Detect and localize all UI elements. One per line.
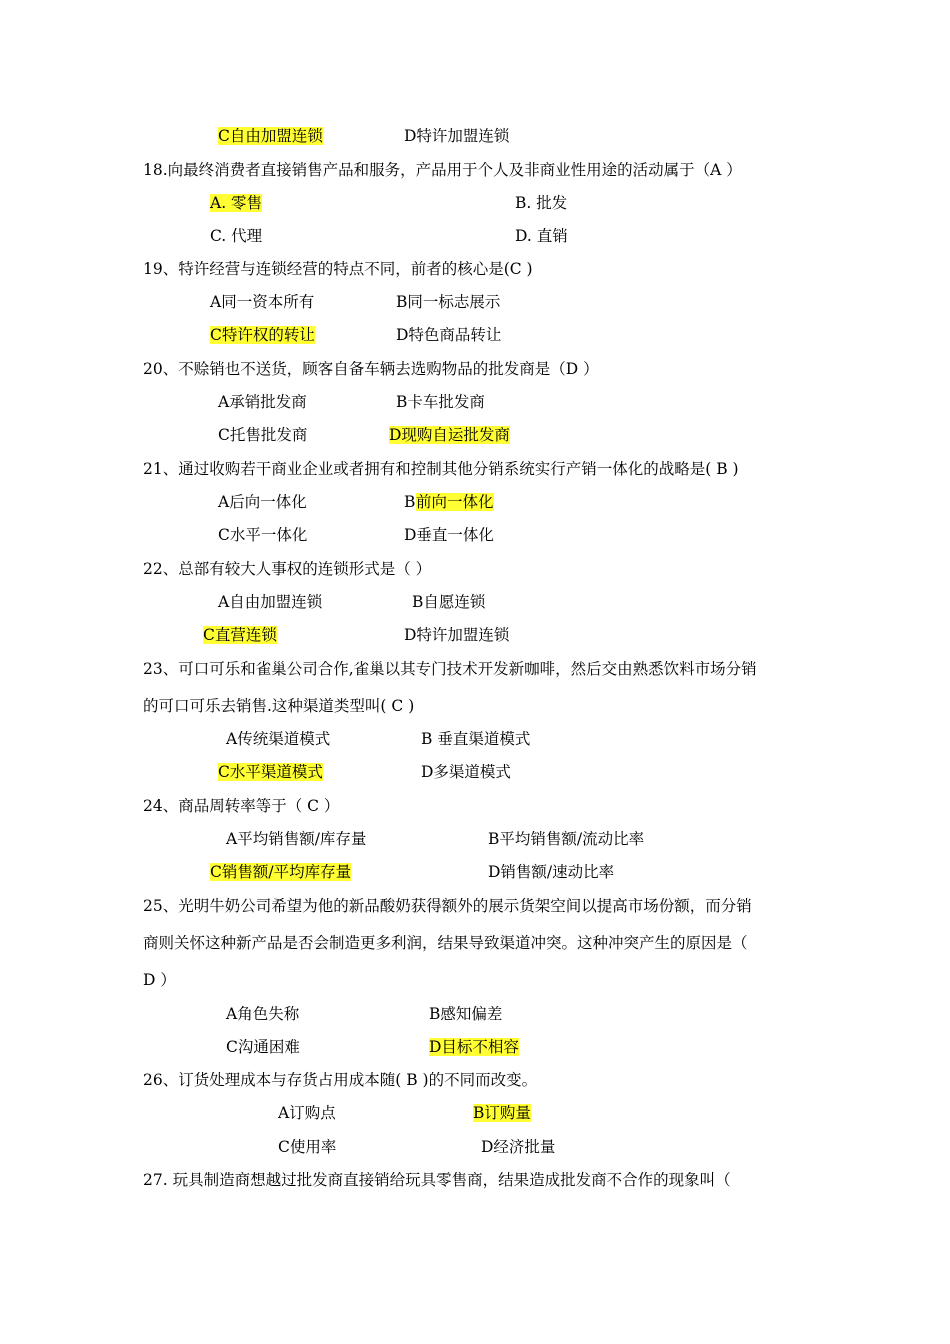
text-line: [278, 1137, 336, 1157]
text-line: [404, 126, 509, 146]
line-text: 前向一体化: [416, 493, 494, 511]
text-line: [404, 525, 494, 545]
text-line: [404, 625, 509, 645]
text-line: [412, 592, 485, 612]
text-line: [143, 359, 599, 379]
line-text: C直营连锁: [203, 626, 277, 644]
answer-option-highlighted: [210, 193, 262, 213]
text-line: [396, 325, 501, 345]
line-text: C使用率: [278, 1138, 337, 1156]
text-line: [143, 459, 739, 479]
text-line: [143, 1070, 537, 1090]
answer-option-highlighted: [203, 625, 277, 645]
line-text: D现购自运批发商: [389, 426, 510, 444]
text-line: [515, 193, 567, 213]
text-line: [218, 492, 307, 512]
line-text: C. 代理: [210, 227, 263, 245]
line-text: D经济批量: [481, 1138, 556, 1156]
text-line: [210, 292, 314, 312]
text-line: [210, 226, 262, 246]
line-text: D垂直一体化: [404, 526, 494, 544]
text-line: [143, 259, 533, 279]
line-text: D特许加盟连锁: [404, 626, 510, 644]
line-text: B同一标志展示: [396, 293, 501, 311]
text-line: [396, 392, 485, 412]
answer-option-highlighted: [210, 862, 351, 882]
text-line: [515, 226, 568, 246]
line-text: B订购量: [473, 1104, 531, 1122]
text-line: [226, 729, 330, 749]
line-text: 25、光明牛奶公司希望为他的新品酸奶获得额外的展示货架空间以提高市场份额，而分销: [143, 897, 752, 915]
line-text: C自由加盟连锁: [218, 127, 323, 145]
text-line: [421, 729, 530, 749]
line-text: 的可口可乐去销售.这种渠道类型叫( C ): [143, 697, 415, 715]
text-line: [218, 392, 307, 412]
line-text: 20、不赊销也不送货，顾客自备车辆去选购物品的批发商是（D ）: [143, 360, 599, 378]
text-line: [226, 1004, 299, 1024]
line-text: C特许权的转让: [210, 326, 315, 344]
line-text: A订购点: [278, 1104, 336, 1122]
answer-option-highlighted: [218, 126, 323, 146]
line-text: D特色商品转让: [396, 326, 502, 344]
line-text: A. 零售: [210, 194, 263, 212]
line-text: A传统渠道模式: [226, 730, 331, 748]
text-line: [143, 1170, 731, 1190]
line-text: B感知偏差: [429, 1005, 503, 1023]
text-line: [143, 160, 742, 180]
line-text: B卡车批发商: [396, 393, 485, 411]
line-text: 26、订货处理成本与存货占用成本随( B )的不同而改变。: [143, 1071, 538, 1089]
answer-option-highlighted: [473, 1103, 531, 1123]
text-line: [278, 1103, 336, 1123]
text-line: [488, 862, 614, 882]
answer-option-highlighted: [429, 1037, 519, 1057]
answer-option-highlighted: [210, 325, 315, 345]
line-text: C托售批发商: [218, 426, 308, 444]
text-line: [481, 1137, 555, 1157]
line-text: D销售额/速动比率: [488, 863, 615, 881]
text-line: [143, 696, 414, 716]
text-line: [143, 970, 176, 990]
text-line: [226, 829, 366, 849]
line-text: D ）: [143, 971, 176, 989]
line-text: 19、特许经营与连锁经营的特点不同，前者的核心是(C ): [143, 260, 533, 278]
text-line: [143, 796, 339, 816]
line-text: 27. 玩具制造商想越过批发商直接销给玩具零售商，结果造成批发商不合作的现象叫（: [143, 1171, 731, 1189]
line-text: A自由加盟连锁: [218, 593, 323, 611]
line-text: A承销批发商: [218, 393, 307, 411]
line-text: 24、商品周转率等于（ C ）: [143, 797, 340, 815]
line-text: B. 批发: [515, 194, 568, 212]
line-text: B平均销售额/流动比率: [488, 830, 645, 848]
line-text: B 垂直渠道模式: [421, 730, 531, 748]
line-text: 商则关怀这种新产品是否会制造更多利润，结果导致渠道冲突。这种冲突产生的原因是（: [143, 934, 748, 952]
line-text: D目标不相容: [429, 1038, 519, 1056]
line-text: D特许加盟连锁: [404, 127, 510, 145]
text-line: [218, 425, 307, 445]
text-line: [218, 525, 307, 545]
line-text: B自愿连锁: [412, 593, 486, 611]
text-line: [429, 1004, 502, 1024]
line-text: C水平一体化: [218, 526, 308, 544]
text-line: [143, 933, 748, 953]
line-text: C沟通困难: [226, 1038, 300, 1056]
answer-option-highlighted: [389, 425, 510, 445]
line-text: D多渠道模式: [421, 763, 511, 781]
text-line: [143, 659, 757, 679]
line-text: 18.向最终消费者直接销售产品和服务，产品用于个人及非商业性用途的活动属于（A ）: [143, 161, 742, 179]
line-text: B: [404, 493, 416, 511]
answer-option-highlighted: [218, 762, 323, 782]
text-line: [396, 292, 500, 312]
text-line: [421, 762, 511, 782]
line-text: C水平渠道模式: [218, 763, 323, 781]
line-text: A同一资本所有: [210, 293, 315, 311]
text-line: [143, 896, 752, 916]
line-text: 22、总部有较大人事权的连锁形式是（ ）: [143, 560, 432, 578]
text-line: [143, 559, 431, 579]
text-line: [404, 492, 415, 512]
text-line: [488, 829, 644, 849]
line-text: A后向一体化: [218, 493, 307, 511]
line-text: C销售额/平均库存量: [210, 863, 352, 881]
line-text: A角色失称: [226, 1005, 300, 1023]
line-text: D. 直销: [515, 227, 568, 245]
answer-option-highlighted: [416, 492, 494, 512]
line-text: 23、可口可乐和雀巢公司合作,雀巢以其专门技术开发新咖啡，然后交由熟悉饮料市场分销: [143, 660, 757, 678]
line-text: A平均销售额/库存量: [226, 830, 367, 848]
text-line: [218, 592, 322, 612]
line-text: 21、通过收购若干商业企业或者拥有和控制其他分销系统实行产销一体化的战略是( B ): [143, 460, 739, 478]
text-line: [226, 1037, 300, 1057]
